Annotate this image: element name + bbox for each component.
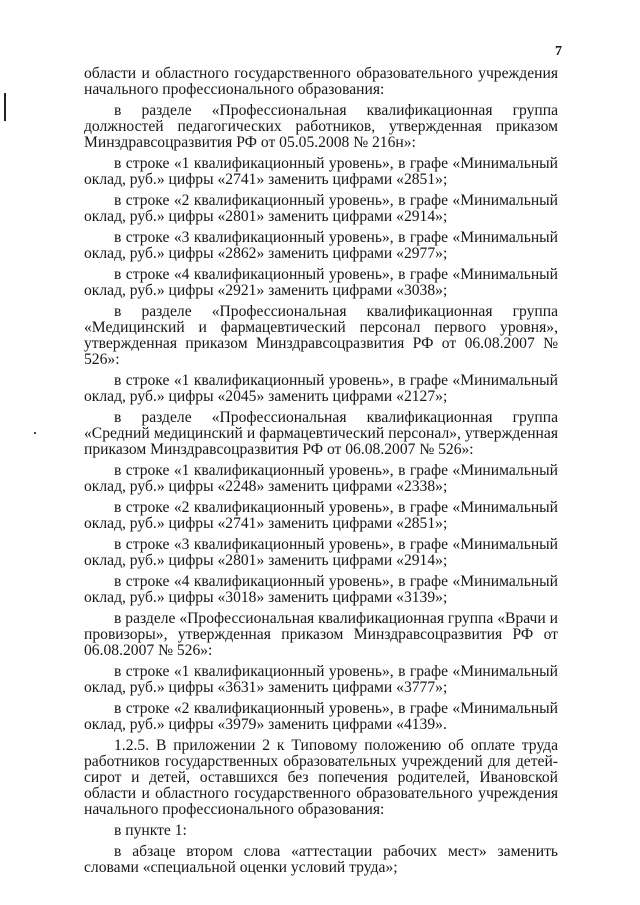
margin-dot xyxy=(34,432,36,434)
paragraph: в разделе «Профессиональная квалификационная группа «Средний медицинский и фармацевтический персонал», утвержденная приказом Минздравсоцразвития РФ от 06.08.2007 № 526»: xyxy=(84,409,558,458)
paragraph: в строке «4 квалификационный уровень», в графе «Минимальный оклад, руб.» цифры «3018» заменить цифрами «3139»; xyxy=(84,573,558,606)
paragraph: в строке «1 квалификационный уровень», в графе «Минимальный оклад, руб.» цифры «2045» заменить цифрами «2127»; xyxy=(84,372,558,405)
paragraph: в строке «2 квалификационный уровень», в графе «Минимальный оклад, руб.» цифры «3979» заменить цифрами «4139». xyxy=(84,700,558,733)
paragraph: в строке «2 квалификационный уровень», в графе «Минимальный оклад, руб.» цифры «2741» заменить цифрами «2851»; xyxy=(84,499,558,532)
paragraph: в строке «2 квалификационный уровень», в графе «Минимальный оклад, руб.» цифры «2801» заменить цифрами «2914»; xyxy=(84,192,558,225)
paragraph: в строке «4 квалификационный уровень», в графе «Минимальный оклад, руб.» цифры «2921» заменить цифрами «3038»; xyxy=(84,266,558,299)
document-body xyxy=(84,66,558,881)
paragraph: в разделе «Профессиональная квалификационная группа «Медицинский и фармацевтический персонал первого уровня», утвержденная приказом Минздравсоцразвития РФ от 06.08.2007 № 526»: xyxy=(84,303,558,368)
paragraph: в строке «1 квалификационный уровень», в графе «Минимальный оклад, руб.» цифры «2248» заменить цифрами «2338»; xyxy=(84,462,558,495)
paragraph: в абзаце втором слова «аттестации рабочих мест» заменить словами «специальной оценки условий труда»; xyxy=(84,843,558,876)
paragraph: в разделе «Профессиональная квалификационная группа должностей педагогических работников, утвержденная приказом Минздравсоцразвития РФ от 05.05.2008 № 216н»: xyxy=(84,102,558,151)
paragraph: в пункте 1: xyxy=(114,822,187,839)
paragraph: в строке «3 квалификационный уровень», в графе «Минимальный оклад, руб.» цифры «2801» заменить цифрами «2914»; xyxy=(84,536,558,569)
paragraph: в строке «1 квалификационный уровень», в графе «Минимальный оклад, руб.» цифры «2741» заменить цифрами «2851»; xyxy=(84,155,558,188)
paragraph: 1.2.5. В приложении 2 к Типовому положению об оплате труда работников государственных образовательных учреждений для детей-сирот и детей, оставшихся без попечения родителей, Ивановской области и областного государственного образовательного учреждения начального профессионального образования: xyxy=(84,737,558,818)
paragraph: области и областного государственного образовательного учреждения начального профессионального образования: xyxy=(84,65,558,98)
paragraph: в строке «3 квалификационный уровень», в графе «Минимальный оклад, руб.» цифры «2862» заменить цифрами «2977»; xyxy=(84,229,558,262)
paragraph: в строке «1 квалификационный уровень», в графе «Минимальный оклад, руб.» цифры «3631» заменить цифрами «3777»; xyxy=(84,663,558,696)
margin-mark xyxy=(4,93,6,121)
page-number: 7 xyxy=(555,44,562,59)
paragraph: в разделе «Профессиональная квалификационная группа «Врачи и провизоры», утвержденная приказом Минздравсоцразвития РФ от 06.08.2007 № 526»: xyxy=(84,610,558,659)
